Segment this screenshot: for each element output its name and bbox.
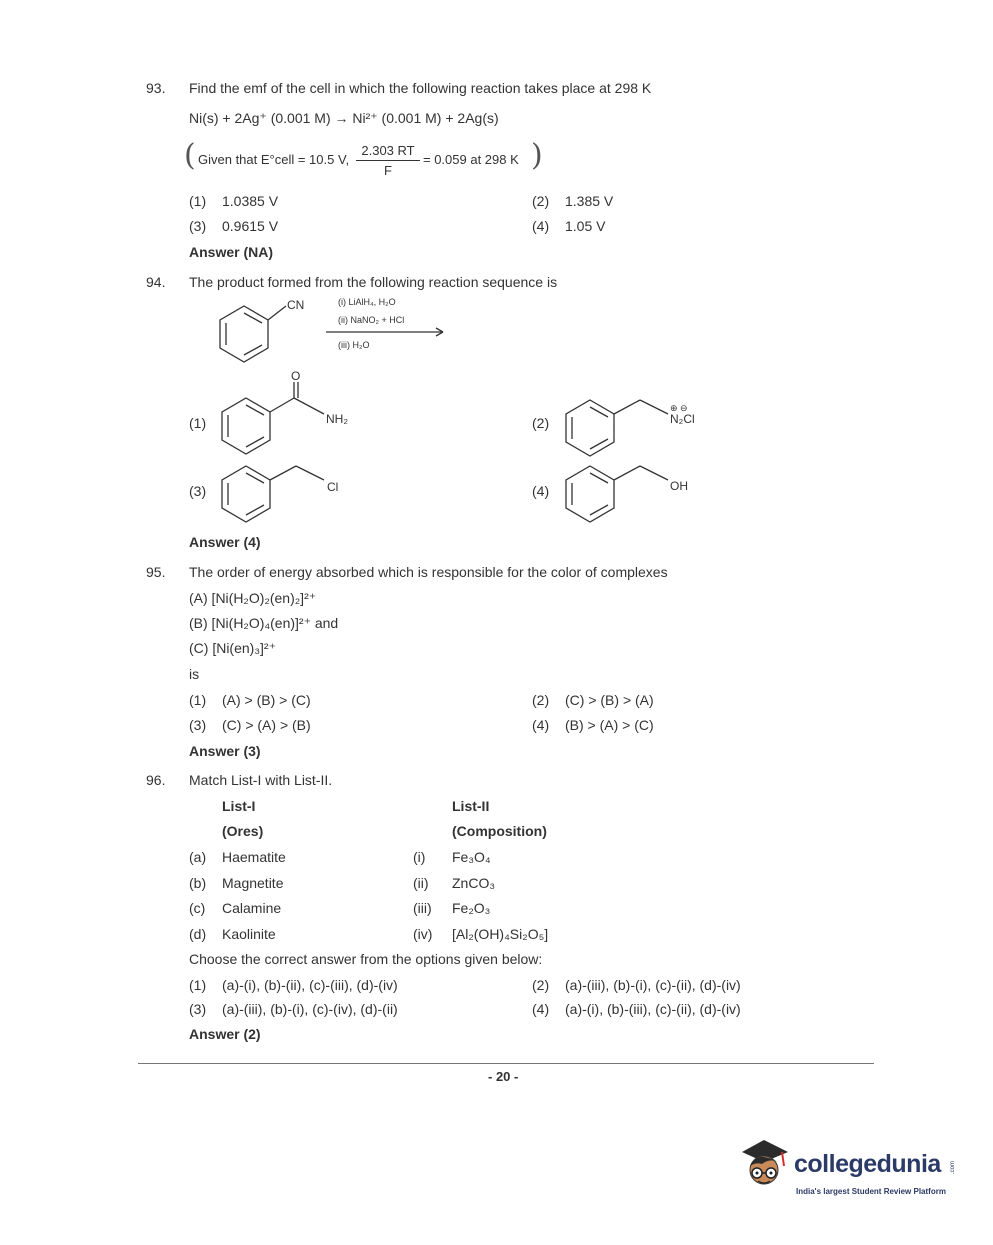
option-3-structure [210,458,360,528]
composition: Fe₂O₃ [452,900,491,916]
footer-divider [138,1063,874,1064]
reagent-step-2: (ii) NaNO₂ + HCl [338,315,405,325]
option-number: (2) [532,415,550,431]
option-number: (4) [532,1001,550,1017]
question-text: The order of energy absorbed which is responsible for the color of complexes [189,564,668,580]
option-number: (2) [532,692,550,708]
reactant-structure [210,292,320,372]
instruction-text: Choose the correct answer from the options given below: [189,951,543,967]
option-number: (1) [189,415,207,431]
option-number: (1) [189,193,207,209]
list-1-heading: List-I [222,798,256,814]
given-prefix: Given that E°cell = 10.5 V, [198,152,350,167]
reaction-arrow [326,326,448,338]
charge-symbols: ⊕ ⊖ [670,403,688,413]
composition: [Al₂(OH)₄Si₂O₅] [452,926,549,942]
list-2-heading: List-II [452,798,490,814]
composition: ZnCO₃ [452,875,496,891]
row-letter: (b) [189,875,207,891]
question-text: Find the emf of the cell in which the following reaction takes place at 298 K [189,80,652,96]
brand-tagline: India's largest Student Review Platform [796,1187,946,1196]
row-roman: (i) [413,849,426,865]
option-number: (1) [189,977,207,993]
question-text: Match List-I with List-II. [189,772,333,788]
logo-mascot-icon [736,1136,794,1198]
option-number: (2) [532,193,550,209]
list-1-subheading: (Ores) [222,823,264,839]
option-number: (1) [189,692,207,708]
fraction-numerator: 2.303 RT [361,143,415,158]
is-label: is [189,666,200,682]
reagent-step-1: (i) LiAlH₄, H₂O [338,297,396,307]
cyano-group-label: CN [287,298,305,312]
diazonium-group-label: N₂Cl [670,412,695,426]
answer-label: Answer (NA) [189,244,274,260]
option-number: (4) [532,483,550,499]
amine-group-label: NH₂ [326,412,348,426]
hydroxyl-group-label: OH [670,479,688,493]
chloro-group-label: Cl [327,480,339,494]
option-number: (4) [532,717,550,733]
option-text: (a)-(iii), (b)-(i), (c)-(ii), (d)-(iv) [565,977,741,993]
option-number: (3) [189,717,207,733]
row-roman: (iv) [413,926,433,942]
option-text: 1.0385 V [222,193,279,209]
option-text: 1.05 V [565,218,606,234]
option-text: (a)-(i), (b)-(ii), (c)-(iii), (d)-(iv) [222,977,398,993]
row-letter: (c) [189,900,206,916]
ore-name: Kaolinite [222,926,276,942]
carbonyl-oxygen-label: O [291,369,301,383]
composition: Fe₃O₄ [452,849,491,865]
question-number: 94. [146,274,166,290]
option-text: (A) > (B) > (C) [222,692,311,708]
option-4-structure [554,458,714,528]
row-roman: (iii) [413,900,432,916]
brand-suffix: .com [950,1160,956,1174]
option-text: (B) > (A) > (C) [565,717,654,733]
complex-a: (A) [Ni(H₂O)₂(en)₂]²⁺ [189,590,317,606]
row-letter: (a) [189,849,207,865]
ore-name: Magnetite [222,875,284,891]
complex-c: (C) [Ni(en)₃]²⁺ [189,640,276,656]
option-text: (a)-(iii), (b)-(i), (c)-(iv), (d)-(ii) [222,1001,398,1017]
complex-b: (B) [Ni(H₂O)₄(en)]²⁺ and [189,615,339,631]
answer-label: Answer (2) [189,1026,261,1042]
left-brace: ( [184,138,196,173]
brand-name: collegedunia [794,1150,941,1178]
question-number: 95. [146,564,166,580]
right-brace: ) [531,138,543,173]
reagent-step-3: (iii) H₂O [338,340,370,350]
list-2-subheading: (Composition) [452,823,547,839]
question-text: The product formed from the following reaction sequence is [189,274,558,290]
fraction-denominator: F [384,163,392,178]
row-roman: (ii) [413,875,429,891]
page-number: - 20 - [488,1069,519,1084]
option-number: (2) [532,977,550,993]
option-number: (3) [189,218,207,234]
option-number: (4) [532,218,550,234]
row-letter: (d) [189,926,207,942]
option-2-structure [554,390,714,460]
question-number: 93. [146,80,166,96]
question-number: 96. [146,772,166,788]
option-number: (3) [189,1001,207,1017]
answer-label: Answer (4) [189,534,261,550]
option-number: (3) [189,483,207,499]
given-suffix: = 0.059 at 298 K [423,152,519,167]
option-1-structure [210,368,370,458]
option-text: 1.385 V [565,193,614,209]
ore-name: Calamine [222,900,282,916]
ore-name: Haematite [222,849,286,865]
option-text: 0.9615 V [222,218,279,234]
fraction-bar [356,160,420,161]
option-text: (a)-(i), (b)-(iii), (c)-(ii), (d)-(iv) [565,1001,741,1017]
option-text: (C) > (B) > (A) [565,692,654,708]
reaction-equation: Ni(s) + 2Ag⁺ (0.001 M) → Ni²⁺ (0.001 M) + 2Ag(s) [189,110,499,126]
option-text: (C) > (A) > (B) [222,717,311,733]
answer-label: Answer (3) [189,743,261,759]
